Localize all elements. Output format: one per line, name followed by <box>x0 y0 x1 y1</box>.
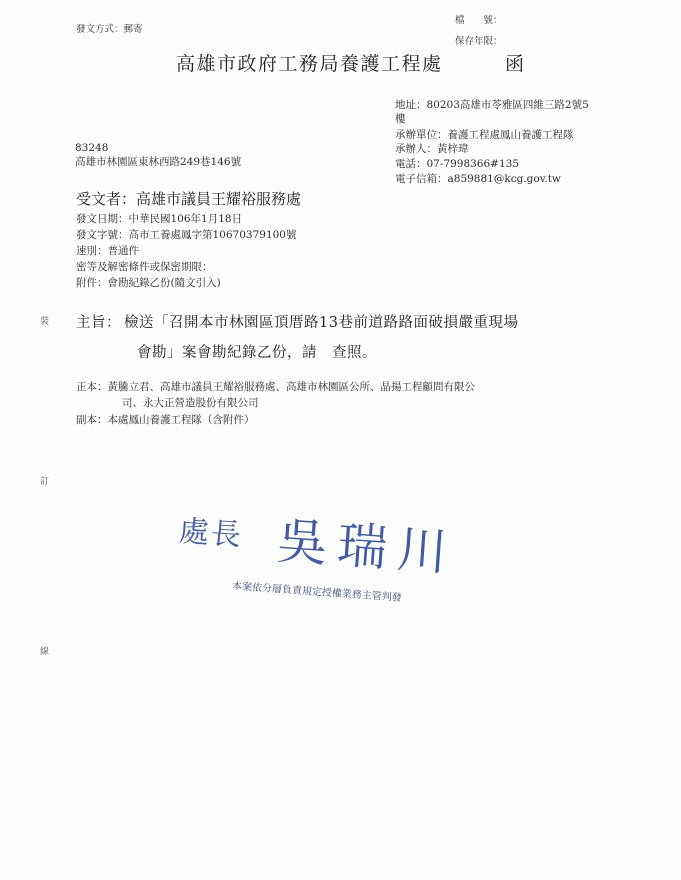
binding-mark-top: 裝 <box>40 317 50 327</box>
delivery-speed: 速別：普通件 <box>76 245 139 257</box>
subject-label: 主旨： <box>76 315 121 331</box>
send-method: 發文方式：郵寄 <box>76 24 143 35</box>
secrecy-level: 密等及解密條件或保密期限： <box>76 261 213 273</box>
handling-unit: 承辦單位：養護工程處鳳山養護工程隊 <box>395 129 574 141</box>
recipient-zip: 83248 <box>75 142 109 154</box>
sender-address-cont: 樓 <box>395 113 406 125</box>
email: 電子信箱：a859881@kcg.gov.tw <box>395 173 561 185</box>
sender-address: 地址：80203高雄市苓雅區四維三路2號5 <box>395 99 589 111</box>
attachment: 附件：會勘紀錄乙份(隨文引入) <box>76 277 221 289</box>
document-number: 發文字號：高市工養處鳳字第10670379100號 <box>76 229 297 241</box>
original-recipients: 正本：黃騰立君、高雄市議員王耀裕服務處、高雄市林園區公所、晶揚工程顧問有限公 <box>76 381 475 393</box>
copy-recipients: 副本：本處鳳山養護工程隊（含附件） <box>76 414 255 426</box>
phone: 電話：07-7998366#135 <box>395 158 520 170</box>
stamp-name: 吳瑞川 <box>275 511 460 583</box>
file-number: 檔 號： <box>455 15 503 26</box>
authorization-note: 本案依分層負責規定授權業務主管判發 <box>231 581 403 604</box>
subject-line-2: 會勘」案會勘紀錄乙份，請 查照。 <box>137 345 377 361</box>
issue-date: 發文日期：中華民國106年1月18日 <box>76 213 243 225</box>
document-type: 函 <box>505 53 526 75</box>
stamp-rank: 處長 <box>177 513 244 554</box>
binding-mark-bottom: 線 <box>40 647 50 657</box>
binding-mark-middle: 訂 <box>40 477 50 487</box>
handling-officer: 承辦人：黃梓瑋 <box>395 143 469 155</box>
recipient-address: 高雄市林園區東林西路249巷146號 <box>75 156 242 168</box>
document-title: 高雄市政府工務局養護工程處 <box>176 53 443 75</box>
subject-line-1: 檢送「召開本市林園區頂厝路13巷前道路路面破損嚴重現場 <box>124 315 519 331</box>
recipient: 受文者：高雄市議員王耀裕服務處 <box>76 190 302 208</box>
original-recipients-cont: 司、永大正營造股份有限公司 <box>122 397 259 409</box>
retention-period: 保存年限： <box>455 36 503 47</box>
